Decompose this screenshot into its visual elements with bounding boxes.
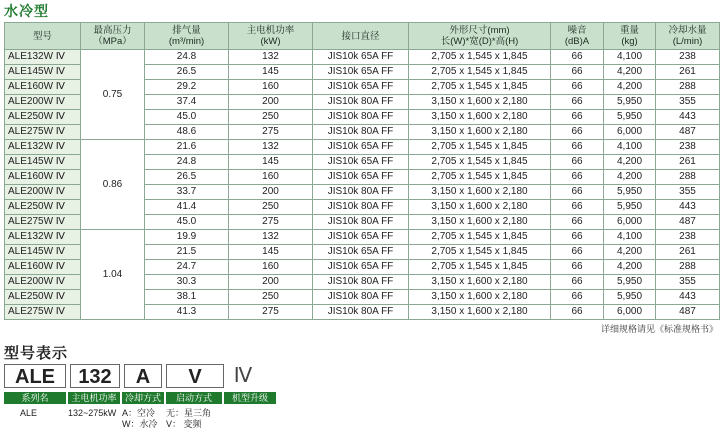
cell-model: ALE275W Ⅳ [5, 215, 81, 230]
cell-model: ALE250W Ⅳ [5, 200, 81, 215]
cell-connection: JIS10k 80A FF [313, 215, 409, 230]
cell-dimensions: 3,150 x 1,600 x 2,180 [409, 200, 551, 215]
cell-dimensions: 3,150 x 1,600 x 2,180 [409, 290, 551, 305]
cell-weight: 4,200 [604, 260, 656, 275]
cell-weight: 4,100 [604, 140, 656, 155]
cell-airflow: 21.5 [145, 245, 229, 260]
cell-connection: JIS10k 80A FF [313, 185, 409, 200]
cell-connection: JIS10k 80A FF [313, 110, 409, 125]
cell-connection: JIS10k 65A FF [313, 65, 409, 80]
cell-model: ALE250W Ⅳ [5, 110, 81, 125]
cell-noise: 66 [551, 155, 604, 170]
cell-model: ALE200W Ⅳ [5, 275, 81, 290]
cell-airflow: 29.2 [145, 80, 229, 95]
cell-airflow: 24.8 [145, 155, 229, 170]
code-series: ALE [4, 364, 66, 388]
header-connection: 接口直径 [313, 23, 409, 50]
cell-dimensions: 3,150 x 1,600 x 2,180 [409, 185, 551, 200]
cell-noise: 66 [551, 140, 604, 155]
cell-dimensions: 3,150 x 1,600 x 2,180 [409, 215, 551, 230]
cell-airflow: 24.8 [145, 50, 229, 65]
cell-airflow: 30.3 [145, 275, 229, 290]
cell-dimensions: 2,705 x 1,545 x 1,845 [409, 245, 551, 260]
cell-noise: 66 [551, 290, 604, 305]
cell-weight: 4,200 [604, 155, 656, 170]
desc-start [166, 408, 211, 430]
cell-weight: 4,100 [604, 50, 656, 65]
cell-model: ALE145W Ⅳ [5, 155, 81, 170]
label-start: 启动方式 [166, 392, 222, 404]
cell-dimensions: 3,150 x 1,600 x 2,180 [409, 95, 551, 110]
cell-weight: 4,100 [604, 230, 656, 245]
cell-dimensions: 2,705 x 1,545 x 1,845 [409, 155, 551, 170]
cell-model: ALE160W Ⅳ [5, 80, 81, 95]
cell-connection: JIS10k 65A FF [313, 245, 409, 260]
cell-weight: 5,950 [604, 110, 656, 125]
spec-note: 详细规格请见《标准规格书》 [600, 324, 718, 334]
cell-noise: 66 [551, 185, 604, 200]
cell-model: ALE275W Ⅳ [5, 305, 81, 320]
cell-airflow: 38.1 [145, 290, 229, 305]
table-row [5, 140, 720, 155]
cell-weight: 4,200 [604, 170, 656, 185]
desc-start-inverter: V： 变频 [166, 419, 202, 429]
desc-cooling-water: W：水冷 [122, 419, 158, 429]
cell-power: 200 [229, 275, 313, 290]
code-power: 132 [70, 364, 120, 388]
cell-airflow: 33.7 [145, 185, 229, 200]
header-weight: 重量 (kg) [604, 23, 656, 50]
cell-noise: 66 [551, 65, 604, 80]
cell-dimensions: 2,705 x 1,545 x 1,845 [409, 65, 551, 80]
cell-noise: 66 [551, 170, 604, 185]
header-airflow: 排气量 (m³/min) [145, 23, 229, 50]
cell-connection: JIS10k 80A FF [313, 305, 409, 320]
cell-model: ALE132W Ⅳ [5, 50, 81, 65]
header-model: 型号 [5, 23, 81, 50]
cell-weight: 6,000 [604, 215, 656, 230]
cell-power: 200 [229, 185, 313, 200]
cell-weight: 5,950 [604, 200, 656, 215]
cell-noise: 66 [551, 125, 604, 140]
table-row [5, 230, 720, 245]
cell-dimensions: 2,705 x 1,545 x 1,845 [409, 260, 551, 275]
cell-cooling-water: 238 [656, 230, 720, 245]
cell-connection: JIS10k 65A FF [313, 140, 409, 155]
cell-dimensions: 3,150 x 1,600 x 2,180 [409, 275, 551, 290]
cell-model: ALE132W Ⅳ [5, 140, 81, 155]
cell-airflow: 41.3 [145, 305, 229, 320]
cell-noise: 66 [551, 50, 604, 65]
cell-power: 145 [229, 155, 313, 170]
cell-cooling-water: 238 [656, 50, 720, 65]
table-body [5, 50, 720, 320]
cell-connection: JIS10k 65A FF [313, 260, 409, 275]
cell-power: 275 [229, 305, 313, 320]
cell-power: 200 [229, 95, 313, 110]
cell-connection: JIS10k 65A FF [313, 230, 409, 245]
cell-noise: 66 [551, 95, 604, 110]
cell-dimensions: 2,705 x 1,545 x 1,845 [409, 230, 551, 245]
cell-power: 145 [229, 245, 313, 260]
cell-model: ALE160W Ⅳ [5, 170, 81, 185]
cell-cooling-water: 443 [656, 110, 720, 125]
cell-dimensions: 2,705 x 1,545 x 1,845 [409, 80, 551, 95]
cell-airflow: 41.4 [145, 200, 229, 215]
cell-model: ALE250W Ⅳ [5, 290, 81, 305]
cell-cooling-water: 261 [656, 155, 720, 170]
header-pressure: 最高压力 （MPa） [81, 23, 145, 50]
model-code-title: 型号表示 [4, 345, 69, 362]
cell-power: 145 [229, 65, 313, 80]
cell-connection: JIS10k 65A FF [313, 170, 409, 185]
cell-airflow: 45.0 [145, 215, 229, 230]
code-cooling: A [124, 364, 162, 388]
cell-model: ALE145W Ⅳ [5, 65, 81, 80]
cell-dimensions: 2,705 x 1,545 x 1,845 [409, 50, 551, 65]
cell-weight: 4,200 [604, 65, 656, 80]
cell-model: ALE145W Ⅳ [5, 245, 81, 260]
cell-connection: JIS10k 80A FF [313, 95, 409, 110]
cell-dimensions: 2,705 x 1,545 x 1,845 [409, 170, 551, 185]
cell-airflow: 45.0 [145, 110, 229, 125]
header-cooling-water: 冷却水量 (L/min) [656, 23, 720, 50]
cell-weight: 5,950 [604, 290, 656, 305]
cell-power: 160 [229, 260, 313, 275]
cell-connection: JIS10k 80A FF [313, 275, 409, 290]
cell-noise: 66 [551, 275, 604, 290]
label-power: 主电机功率 [68, 392, 120, 404]
cell-power: 132 [229, 230, 313, 245]
cell-dimensions: 3,150 x 1,600 x 2,180 [409, 305, 551, 320]
label-series: 系列名 [4, 392, 66, 404]
cell-noise: 66 [551, 110, 604, 125]
table-row [5, 50, 720, 65]
code-start: V [166, 364, 224, 388]
desc-start-stardelta: 无：星三角 [166, 408, 212, 418]
cell-cooling-water: 355 [656, 95, 720, 110]
cell-noise: 66 [551, 245, 604, 260]
cell-dimensions: 3,150 x 1,600 x 2,180 [409, 110, 551, 125]
cell-airflow: 19.9 [145, 230, 229, 245]
cell-weight: 6,000 [604, 305, 656, 320]
cell-cooling-water: 443 [656, 290, 720, 305]
cell-cooling-water: 288 [656, 80, 720, 95]
cell-power: 250 [229, 110, 313, 125]
cell-power: 250 [229, 290, 313, 305]
cell-airflow: 48.6 [145, 125, 229, 140]
cell-weight: 6,000 [604, 125, 656, 140]
cell-connection: JIS10k 80A FF [313, 125, 409, 140]
cell-noise: 66 [551, 230, 604, 245]
cell-weight: 4,200 [604, 245, 656, 260]
header-noise: 噪音 (dB)A [551, 23, 604, 50]
cell-model: ALE160W Ⅳ [5, 260, 81, 275]
desc-cooling-air: A：空冷 [122, 408, 156, 418]
cell-weight: 5,950 [604, 275, 656, 290]
cell-power: 132 [229, 140, 313, 155]
header-dimensions: 外形尺寸(mm) 长(W)*宽(D)*高(H) [409, 23, 551, 50]
cell-noise: 66 [551, 215, 604, 230]
cell-power: 250 [229, 200, 313, 215]
cell-dimensions: 3,150 x 1,600 x 2,180 [409, 125, 551, 140]
cell-cooling-water: 487 [656, 125, 720, 140]
cell-weight: 5,950 [604, 185, 656, 200]
cell-airflow: 37.4 [145, 95, 229, 110]
cell-model: ALE200W Ⅳ [5, 185, 81, 200]
label-cooling: 冷却方式 [122, 392, 164, 404]
cell-connection: JIS10k 80A FF [313, 290, 409, 305]
cell-airflow: 21.6 [145, 140, 229, 155]
cell-airflow: 26.5 [145, 65, 229, 80]
cell-cooling-water: 487 [656, 215, 720, 230]
cell-cooling-water: 288 [656, 170, 720, 185]
cell-noise: 66 [551, 80, 604, 95]
cell-power: 275 [229, 125, 313, 140]
cell-pressure: 0.86 [81, 140, 145, 230]
cell-connection: JIS10k 65A FF [313, 50, 409, 65]
cell-power: 160 [229, 80, 313, 95]
cell-weight: 4,200 [604, 80, 656, 95]
cell-pressure: 0.75 [81, 50, 145, 140]
cell-cooling-water: 355 [656, 275, 720, 290]
cell-power: 275 [229, 215, 313, 230]
cell-model: ALE275W Ⅳ [5, 125, 81, 140]
cell-noise: 66 [551, 260, 604, 275]
code-upgrade: Ⅳ [233, 365, 253, 387]
cell-model: ALE200W Ⅳ [5, 95, 81, 110]
header-power: 主电机功率 (kW) [229, 23, 313, 50]
cell-cooling-water: 443 [656, 200, 720, 215]
cell-airflow: 24.7 [145, 260, 229, 275]
cell-noise: 66 [551, 305, 604, 320]
cell-cooling-water: 238 [656, 140, 720, 155]
cell-power: 132 [229, 50, 313, 65]
desc-series: ALE [20, 408, 38, 418]
desc-cooling [122, 408, 158, 430]
section-title: 水冷型 [4, 3, 49, 19]
cell-connection: JIS10k 65A FF [313, 155, 409, 170]
cell-model: ALE132W Ⅳ [5, 230, 81, 245]
cell-cooling-water: 261 [656, 245, 720, 260]
cell-airflow: 26.5 [145, 170, 229, 185]
cell-weight: 5,950 [604, 95, 656, 110]
table-header-row [5, 23, 720, 50]
label-upgrade: 机型升级 [224, 392, 276, 404]
cell-dimensions: 2,705 x 1,545 x 1,845 [409, 140, 551, 155]
cell-cooling-water: 261 [656, 65, 720, 80]
cell-connection: JIS10k 65A FF [313, 80, 409, 95]
cell-cooling-water: 487 [656, 305, 720, 320]
cell-cooling-water: 355 [656, 185, 720, 200]
cell-noise: 66 [551, 200, 604, 215]
cell-connection: JIS10k 80A FF [313, 200, 409, 215]
desc-power: 132~275kW [68, 408, 117, 418]
cell-power: 160 [229, 170, 313, 185]
cell-cooling-water: 288 [656, 260, 720, 275]
spec-table [4, 22, 720, 320]
cell-pressure: 1.04 [81, 230, 145, 320]
